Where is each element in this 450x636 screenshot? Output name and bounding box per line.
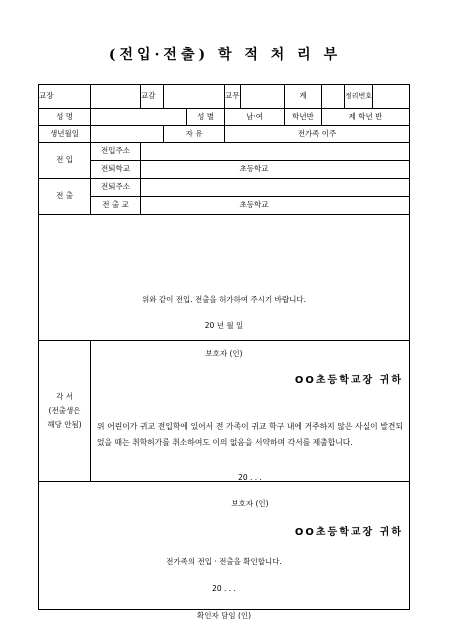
total-label: 계 (285, 85, 322, 109)
transfer-out-school-field[interactable]: 초등학교 (141, 197, 410, 215)
transfer-in-address-row (39, 143, 410, 161)
vice-principal-label: 교감 (141, 85, 164, 109)
birth-reason-row (39, 126, 410, 143)
academic-affairs-label: 교무 (225, 85, 241, 109)
class-field[interactable]: 제 학년 반 (322, 109, 410, 126)
total-cell[interactable] (322, 85, 345, 109)
request-guardian-signature[interactable]: 보호자 (인) (205, 348, 243, 358)
pledge-title: 각 서 (56, 392, 73, 401)
request-date[interactable]: 20 년 월 일 (204, 320, 244, 330)
transfer-in-address-field[interactable] (141, 143, 410, 161)
birth-date-field[interactable] (91, 126, 164, 143)
transfer-in-address-label: 전입주소 (91, 143, 141, 161)
pledge-guardian-signature[interactable]: 보호자 (인) (231, 499, 269, 508)
pledge-content (91, 341, 410, 538)
transfer-out-address-row (39, 179, 410, 197)
pledge-row (39, 341, 410, 482)
vice-principal-sign-cell[interactable] (164, 85, 225, 109)
name-label: 성 명 (39, 109, 91, 126)
serial-number-label: 정리번호 (345, 85, 373, 109)
name-field[interactable] (91, 109, 187, 126)
confirm-signature[interactable]: 확인자 담임 (인) (196, 610, 252, 620)
pledge-label (39, 341, 91, 482)
transfer-in-prev-school-label: 전퇴학교 (91, 161, 141, 179)
reason-label: 자 유 (164, 126, 225, 143)
transfer-out-school-label: 전 출 교 (91, 197, 141, 215)
transfer-out-label: 전 출 (39, 179, 91, 215)
confirm-text: 전가족의 전입 · 전출을 확인합니다. (166, 556, 282, 566)
principal-label: 교장 (39, 85, 91, 109)
serial-number-cell[interactable] (373, 85, 410, 109)
name-row (39, 109, 410, 126)
pledge-date[interactable]: 20 . . . (238, 473, 262, 482)
pledge-note-1: (전출생은 (48, 406, 81, 415)
request-section (39, 215, 410, 386)
transfer-in-label: 전 입 (39, 143, 91, 179)
academic-affairs-sign-cell[interactable] (241, 85, 285, 109)
request-addressee: OO초등학교장 귀하 (294, 374, 403, 386)
transfer-record-form (38, 84, 410, 620)
form-title: (전입·전출) 학 적 처 리 부 (108, 47, 342, 63)
transfer-out-school-row (39, 197, 410, 215)
pledge-addressee: OO초등학교장 귀하 (294, 527, 403, 538)
pledge-note-2: 해당 안됨) (47, 420, 82, 429)
reason-field[interactable]: 전가족 이주 (225, 126, 410, 143)
request-row (39, 215, 410, 341)
pledge-text: 위 어린이가 귀교 전입학에 있어서 전 가족이 귀교 학구 내에 거주하지 않은 사실이 발견되었을 때는 취학허가를 취소하여도 이의 없음을 서약하며 각서를 제출합니다. (97, 422, 403, 447)
principal-sign-cell[interactable] (91, 85, 141, 109)
approval-row (39, 85, 410, 109)
class-label: 학년반 (285, 109, 322, 126)
birth-date-label: 생년월일 (39, 126, 91, 143)
transfer-out-address-field[interactable] (141, 179, 410, 197)
gender-label: 성 별 (187, 109, 225, 126)
request-text: 위와 같이 전입. 전출을 허가하여 주시기 바랍니다. (142, 294, 306, 304)
transfer-in-school-row (39, 161, 410, 179)
gender-options[interactable]: 남·여 (225, 109, 285, 126)
transfer-in-prev-school-field[interactable]: 초등학교 (141, 161, 410, 179)
transfer-out-address-label: 전퇴주소 (91, 179, 141, 197)
confirm-date[interactable]: 20 . . . (212, 583, 236, 593)
